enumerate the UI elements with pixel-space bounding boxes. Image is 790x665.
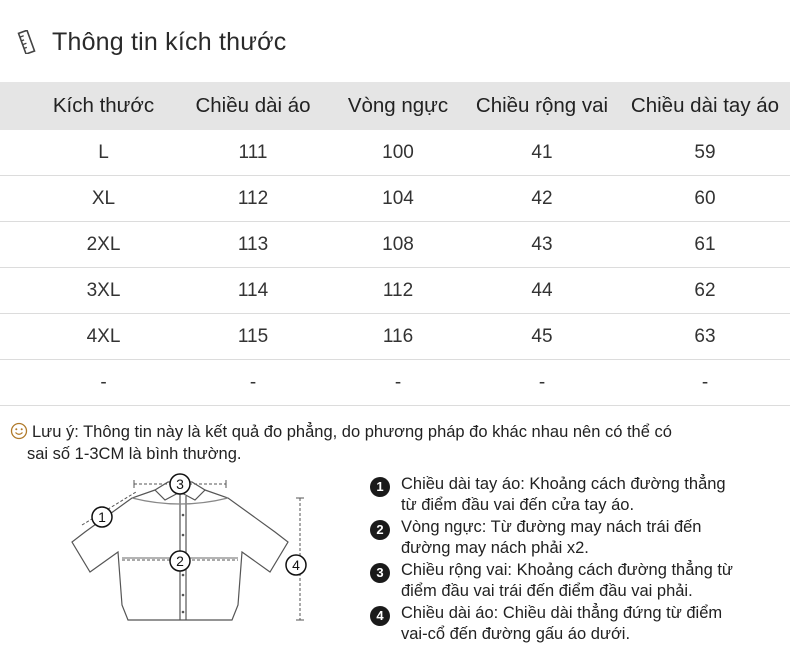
header-sleeve: Chiều dài tay áo: [630, 94, 780, 117]
measurement-note: [10, 421, 750, 465]
table-cell: 45: [531, 325, 553, 347]
legend-text-line: đường may nách phải x2.: [401, 539, 589, 557]
marker-4: [286, 555, 306, 575]
svg-text:1: 1: [98, 509, 106, 525]
table-header: [0, 82, 790, 130]
table-cell: -: [538, 371, 546, 393]
legend-number-badge: 3: [370, 563, 390, 583]
legend-text-line: từ điểm đầu vai đến cửa tay áo.: [401, 496, 635, 514]
table-cell: 116: [382, 325, 414, 347]
marker-3: [170, 474, 190, 494]
table-cell: 63: [694, 325, 716, 347]
table-cell: 113: [237, 233, 269, 255]
marker-1: [92, 507, 112, 527]
legend-text-line: vai-cổ đến đường gấu áo dưới.: [401, 625, 631, 643]
table-cell: 112: [237, 187, 269, 209]
table-cell: -: [701, 371, 709, 393]
table-row: [0, 222, 790, 268]
table-cell: 115: [237, 325, 269, 347]
table-cell: 3XL: [86, 279, 121, 301]
page-title: Thông tin kích thước: [52, 27, 287, 56]
header-chest: Vòng ngực: [347, 94, 449, 117]
table-cell: 60: [694, 187, 716, 209]
table-cell: 42: [531, 187, 553, 209]
header-length: Chiều dài áo: [195, 94, 311, 117]
header: [16, 22, 286, 62]
table-row: [0, 314, 790, 360]
legend-item-chest: [370, 517, 780, 559]
legend-text-line: điểm đầu vai trái đến điểm đầu vai phải.: [401, 582, 693, 600]
table-cell: 41: [531, 141, 553, 163]
table-cell: 104: [382, 187, 414, 209]
ruler-icon: [16, 30, 38, 54]
header-shoulder: Chiều rộng vai: [475, 94, 609, 117]
legend-text-line: Chiều dài tay áo: Khoảng cách đường thẳng: [401, 475, 726, 493]
legend-number-badge: 4: [370, 606, 390, 626]
table-cell: 108: [382, 233, 414, 255]
legend-text-line: Chiều dài áo: Chiều dài thẳng đứng từ điểm: [401, 604, 723, 622]
smiley-icon: [10, 422, 28, 440]
table-cell: 2XL: [86, 233, 121, 255]
table-cell: L: [98, 141, 109, 163]
table-row: [0, 268, 790, 314]
legend-item-sleeve: [370, 474, 780, 516]
legend-text-line: Vòng ngực: Từ đường may nách trái đến: [401, 518, 702, 536]
measurement-legend: [370, 474, 780, 646]
legend-item-shoulder: [370, 560, 780, 602]
table-row: [0, 360, 790, 406]
table-cell: 44: [531, 279, 553, 301]
table-cell: 4XL: [86, 325, 121, 347]
table-cell: 112: [382, 279, 414, 301]
table-cell: XL: [91, 187, 116, 209]
legend-number-badge: 1: [370, 477, 390, 497]
legend-text-line: Chiều rộng vai: Khoảng cách đường thẳng từ: [401, 561, 733, 579]
legend-number-badge: 2: [370, 520, 390, 540]
table-cell: -: [100, 371, 107, 393]
table-cell: 43: [531, 233, 553, 255]
table-cell: 59: [694, 141, 716, 163]
size-table: [0, 82, 790, 406]
note-line-2: sai số 1-3CM là bình thường.: [27, 445, 242, 463]
table-cell: 111: [238, 141, 268, 163]
marker-2: [170, 551, 190, 571]
header-size: Kích thước: [52, 94, 155, 117]
note-line-1: Lưu ý: Thông tin này là kết quả đo phẳng, do phương pháp đo khác nhau nên có thể có: [32, 423, 672, 441]
svg-text:2: 2: [176, 553, 184, 569]
table-row: [0, 130, 790, 176]
table-cell: 114: [237, 279, 269, 301]
table-cell: 62: [694, 279, 716, 301]
svg-text:4: 4: [292, 557, 300, 573]
table-cell: 61: [694, 233, 716, 255]
table-cell: -: [249, 371, 257, 393]
shirt-diagram: [60, 470, 320, 660]
table-cell: -: [394, 371, 402, 393]
table-cell: 100: [382, 141, 414, 163]
legend-item-length: [370, 603, 780, 645]
table-row: [0, 176, 790, 222]
svg-text:3: 3: [176, 476, 184, 492]
